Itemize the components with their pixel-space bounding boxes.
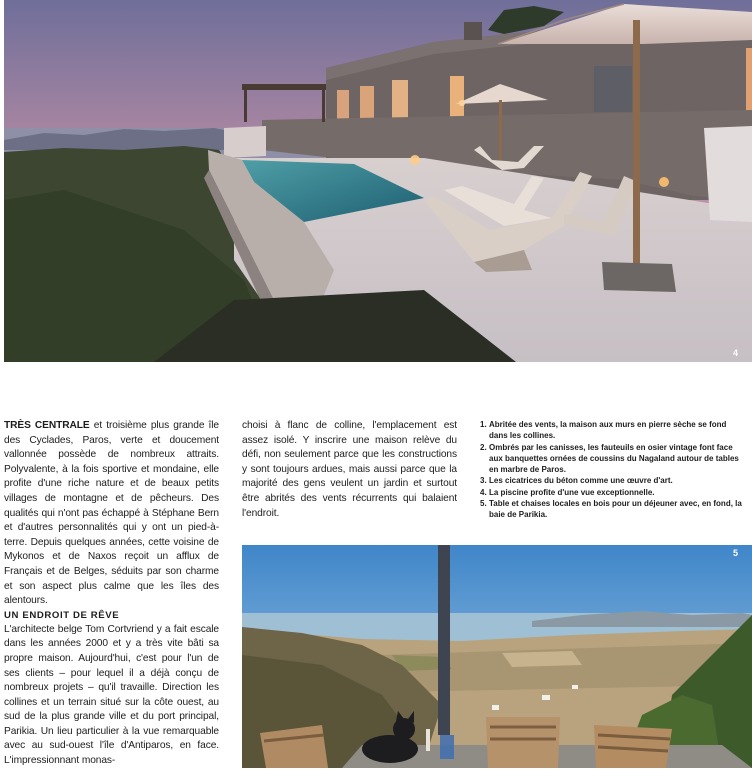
article-column-1 [4,419,219,769]
pool-terrace-illustration [4,0,752,362]
article-column-2 [242,419,457,521]
caption-item: 5. Table et chaises locales en bois pour un déjeuner avec, en fond, la baie de Parikia. [480,499,742,520]
photo-number: 4 [733,348,739,358]
section-subhead: UN ENDROIT DE RÊVE [4,609,120,621]
body-paragraph: L'architecte belge Tom Cortvriend y a fait escale dans les années 2000 et y a très vite bâti sa propre maison. Aujourd'hui, c'est pour l'un de ses clients – pour lequel il a déjà conçu de nombreux projets – qu'il travaille. Direction les collines et un terrain situé sur la côte ouest, au sud de la plus grande ville et du port principal, Parikia. Un lieu particulier à la vue remarquable avec au sud-ouest l'île d'Antiparos, en face. L'impressionnant monas- [4,623,219,767]
dining-view-photo [242,545,752,768]
caption-item: 2. Ombrés par les canisses, les fauteuils en osier vintage font face aux banquettes ornées de coussins du Nagaland autour de tables en marbre de Paros. [480,442,739,475]
photo-number: 5 [733,548,739,558]
intro-paragraph: et troisième plus grande île des Cyclades, Paros, verte et doucement vallonnée possède de nombreux attraits. Polyvalente, à la fois sportive et mondaine, elle profite d'une riche nature et de beaux petits villages de montagne et de pêcheurs. Des qualités qui n'ont pas échappé à Stéphane Bern et d'autres personnalités qui y ont un pied-à-terre. Depuis quelques années, cette voisine de Mykonos et de Naxos reçoit un afflux de Français et de Belges, séduits par son charme et son aspect plus calme que les îles des alentours. [4,420,220,607]
lead-in: TRÈS CENTRALE [4,420,90,431]
caption-item: 1. Abritée des vents, la maison aux murs en pierre sèche se fond dans les collines. [480,420,727,441]
caption-item: 3. Les cicatrices du béton comme une œuvre d'art. [480,476,673,486]
continued-paragraph: choisi à flanc de colline, l'emplacement est assez isolé. Y inscrire une maison relève du défi, non seulement parce que les constructions y sont toujours ardues, mais aussi parce que la majorité des gens veulent un jardin et surtout être abrités des vents récurrents qui balaient l'endroit. [242,420,457,519]
caption-item: 4. La piscine profite d'une vue exceptionnelle. [480,487,655,497]
dining-view-illustration [242,545,752,768]
pool-terrace-photo [4,0,752,362]
photo-captions [480,419,742,521]
